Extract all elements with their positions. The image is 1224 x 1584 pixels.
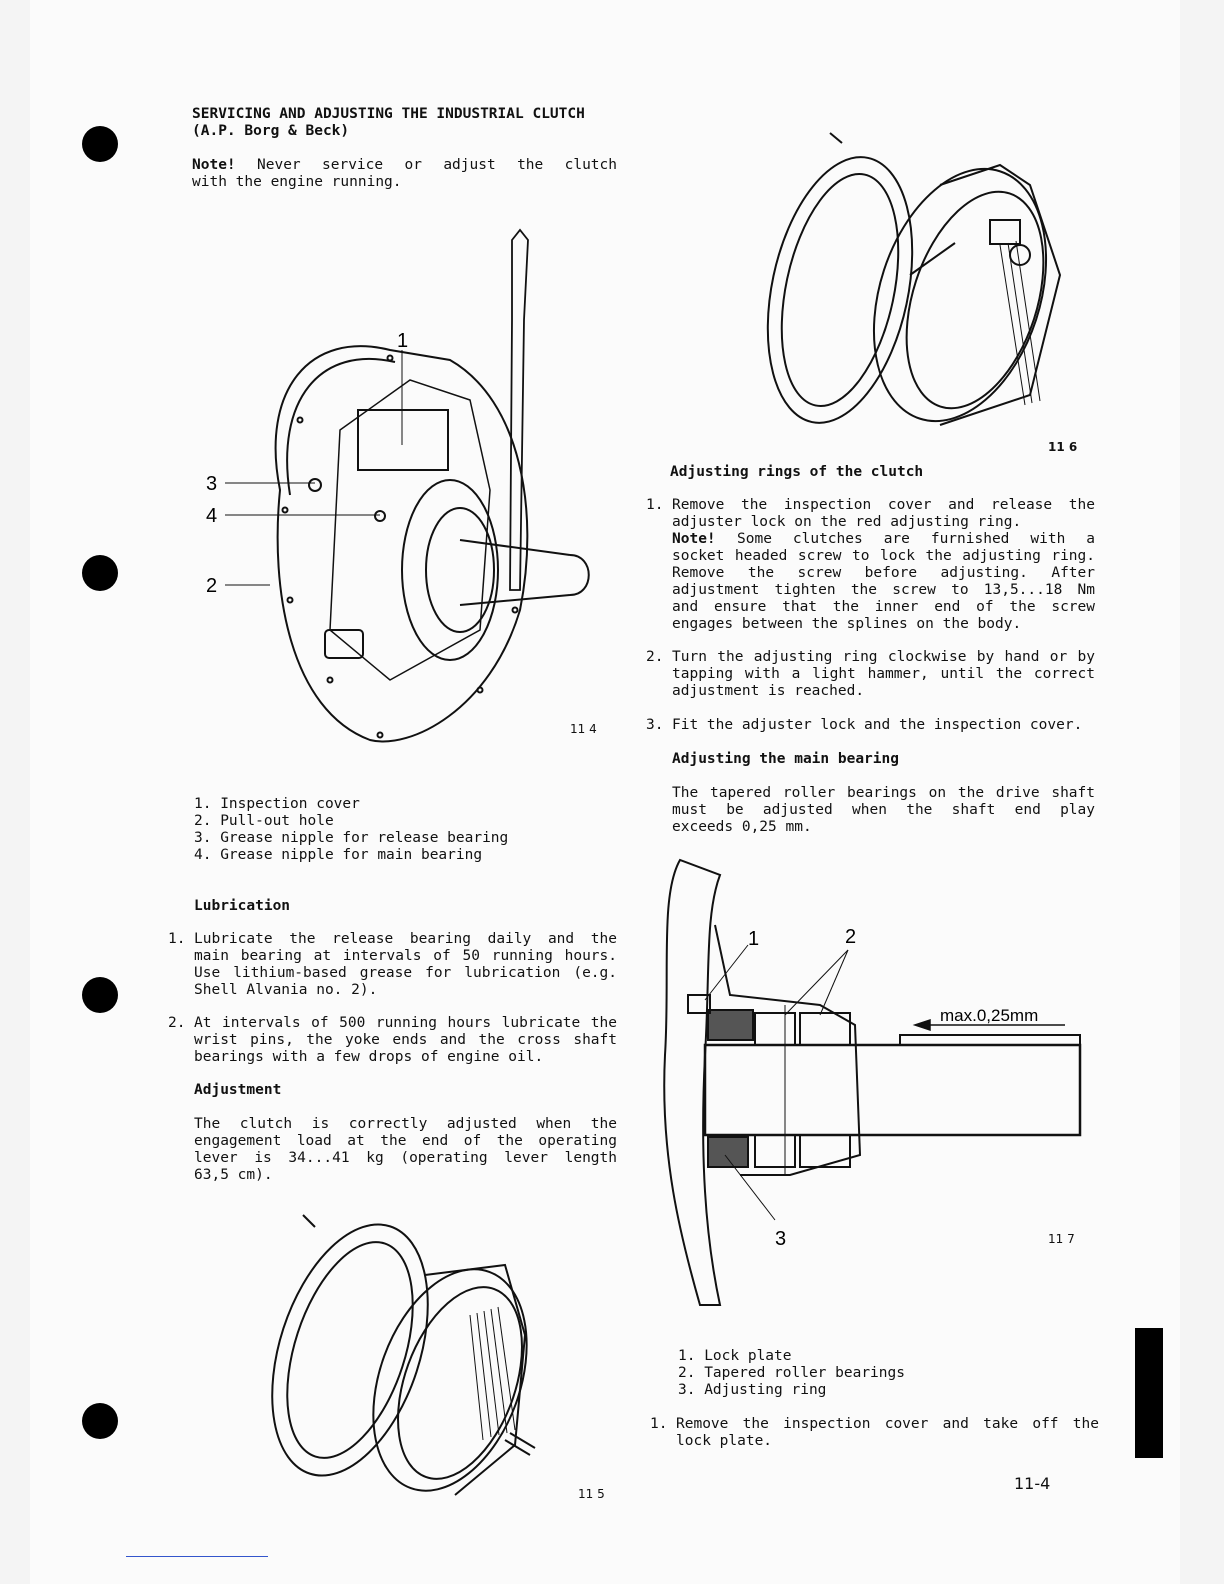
step-number: 1. bbox=[168, 931, 186, 947]
rings-text: Remove the inspection cover and release the bbox=[672, 497, 1095, 513]
rings-note-text: engages between the splines on the body. bbox=[672, 616, 1022, 632]
rings-text: Fit the adjuster lock and the inspection cover. bbox=[672, 717, 1083, 733]
main-bearing-heading: Adjusting the main bearing bbox=[672, 751, 899, 767]
main-bearing-text: exceeds 0,25 mm. bbox=[672, 819, 812, 835]
rings-note-text: Remove the screw before adjusting. After bbox=[672, 565, 1095, 581]
main-bearing-text: must be adjusted when the shaft end play bbox=[672, 802, 1095, 818]
adjustment-heading: Adjustment bbox=[194, 1082, 282, 1098]
lubrication-text: main bearing at intervals of 50 running hours. bbox=[194, 948, 617, 964]
final-step-text: Remove the inspection cover and take off the bbox=[676, 1416, 1099, 1432]
lubrication-text: Shell Alvania no. 2). bbox=[194, 982, 378, 998]
step-number: 2. bbox=[168, 1015, 186, 1031]
adjustment-text: lever is 34...41 kg (operating lever length bbox=[194, 1150, 617, 1166]
step-number: 2. bbox=[646, 649, 664, 665]
lubrication-heading: Lubrication bbox=[194, 898, 291, 914]
callout-2: 2 bbox=[206, 575, 218, 597]
note-text: with the engine running. bbox=[192, 174, 402, 190]
lubrication-text: At intervals of 500 running hours lubricate the bbox=[194, 1015, 617, 1031]
page-number: 11-4 bbox=[1014, 1474, 1051, 1493]
dimension-label: max.0,25mm bbox=[940, 1006, 1039, 1025]
rings-text: tapping with a light hammer, until the correct bbox=[672, 666, 1095, 682]
lubrication-text: Use lithium-based grease for lubrication (e.g. bbox=[194, 965, 617, 981]
figure-caption: 11 4 bbox=[570, 722, 597, 736]
lubrication-text: wrist pins, the yoke ends and the cross shaft bbox=[194, 1032, 617, 1048]
clutch-ring-figure bbox=[760, 125, 1080, 435]
main-bearing-text: The tapered roller bearings on the drive shaft bbox=[672, 785, 1095, 801]
rings-text: adjuster lock on the red adjusting ring. bbox=[672, 514, 1022, 530]
note-label: Note! bbox=[192, 157, 236, 173]
adjustment-text: The clutch is correctly adjusted when the bbox=[194, 1116, 617, 1132]
callout-1: 1 bbox=[748, 928, 760, 950]
binder-hole bbox=[82, 977, 118, 1013]
legend-item: 2. Tapered roller bearings bbox=[678, 1365, 905, 1381]
footer-rule bbox=[126, 1556, 268, 1557]
callout-4: 4 bbox=[206, 505, 218, 527]
legend-item: 3. Adjusting ring bbox=[678, 1382, 827, 1398]
note-text: Never service or adjust the clutch bbox=[257, 157, 617, 173]
adjusting-ring-figure bbox=[255, 1205, 575, 1505]
legend-item: 1. Lock plate bbox=[678, 1348, 792, 1364]
legend-item: 4. Grease nipple for main bearing bbox=[194, 847, 483, 863]
rings-text: Turn the adjusting ring clockwise by hand or by bbox=[672, 649, 1095, 665]
callout-1: 1 bbox=[397, 330, 409, 352]
adjustment-text: 63,5 cm). bbox=[194, 1167, 273, 1183]
final-step-text: lock plate. bbox=[676, 1433, 773, 1449]
rings-note-text: socket headed screw to lock the adjusting ring. bbox=[672, 548, 1095, 564]
rings-text: adjustment is reached. bbox=[672, 683, 865, 699]
adjusting-rings-heading: Adjusting rings of the clutch bbox=[670, 464, 924, 480]
figure-caption: 11 7 bbox=[1048, 1232, 1075, 1246]
step-number: 1. bbox=[646, 497, 664, 513]
callout-3: 3 bbox=[206, 473, 218, 495]
lubrication-text: bearings with a few drops of engine oil. bbox=[194, 1049, 544, 1065]
bearing-section-figure bbox=[660, 855, 1090, 1310]
rings-note-text: adjustment tighten the screw to 13,5...18 Nm bbox=[672, 582, 1095, 598]
binder-hole bbox=[82, 1403, 118, 1439]
figure-caption: 11 5 bbox=[578, 1487, 605, 1501]
callout-2: 2 bbox=[845, 926, 857, 948]
section-tab-marker bbox=[1135, 1328, 1163, 1458]
note-label: Note! bbox=[672, 531, 716, 547]
legend-item: 1. Inspection cover bbox=[194, 796, 360, 812]
rings-note-text: Some clutches are furnished with a bbox=[737, 531, 1095, 547]
callout-3: 3 bbox=[775, 1228, 787, 1250]
binder-hole bbox=[82, 126, 118, 162]
step-number: 1. bbox=[650, 1416, 668, 1432]
lubrication-text: Lubricate the release bearing daily and the bbox=[194, 931, 617, 947]
step-number: 3. bbox=[646, 717, 664, 733]
figure-caption: 11 6 bbox=[1048, 440, 1078, 454]
clutch-housing-figure bbox=[190, 210, 630, 750]
section-subtitle: (A.P. Borg & Beck) bbox=[192, 123, 350, 139]
binder-hole bbox=[82, 555, 118, 591]
rings-note-text: and ensure that the inner end of the screw bbox=[672, 599, 1095, 615]
adjustment-text: engagement load at the end of the operating bbox=[194, 1133, 617, 1149]
section-title: SERVICING AND ADJUSTING THE INDUSTRIAL CLUTCH bbox=[192, 106, 585, 122]
legend-item: 2. Pull-out hole bbox=[194, 813, 334, 829]
legend-item: 3. Grease nipple for release bearing bbox=[194, 830, 509, 846]
